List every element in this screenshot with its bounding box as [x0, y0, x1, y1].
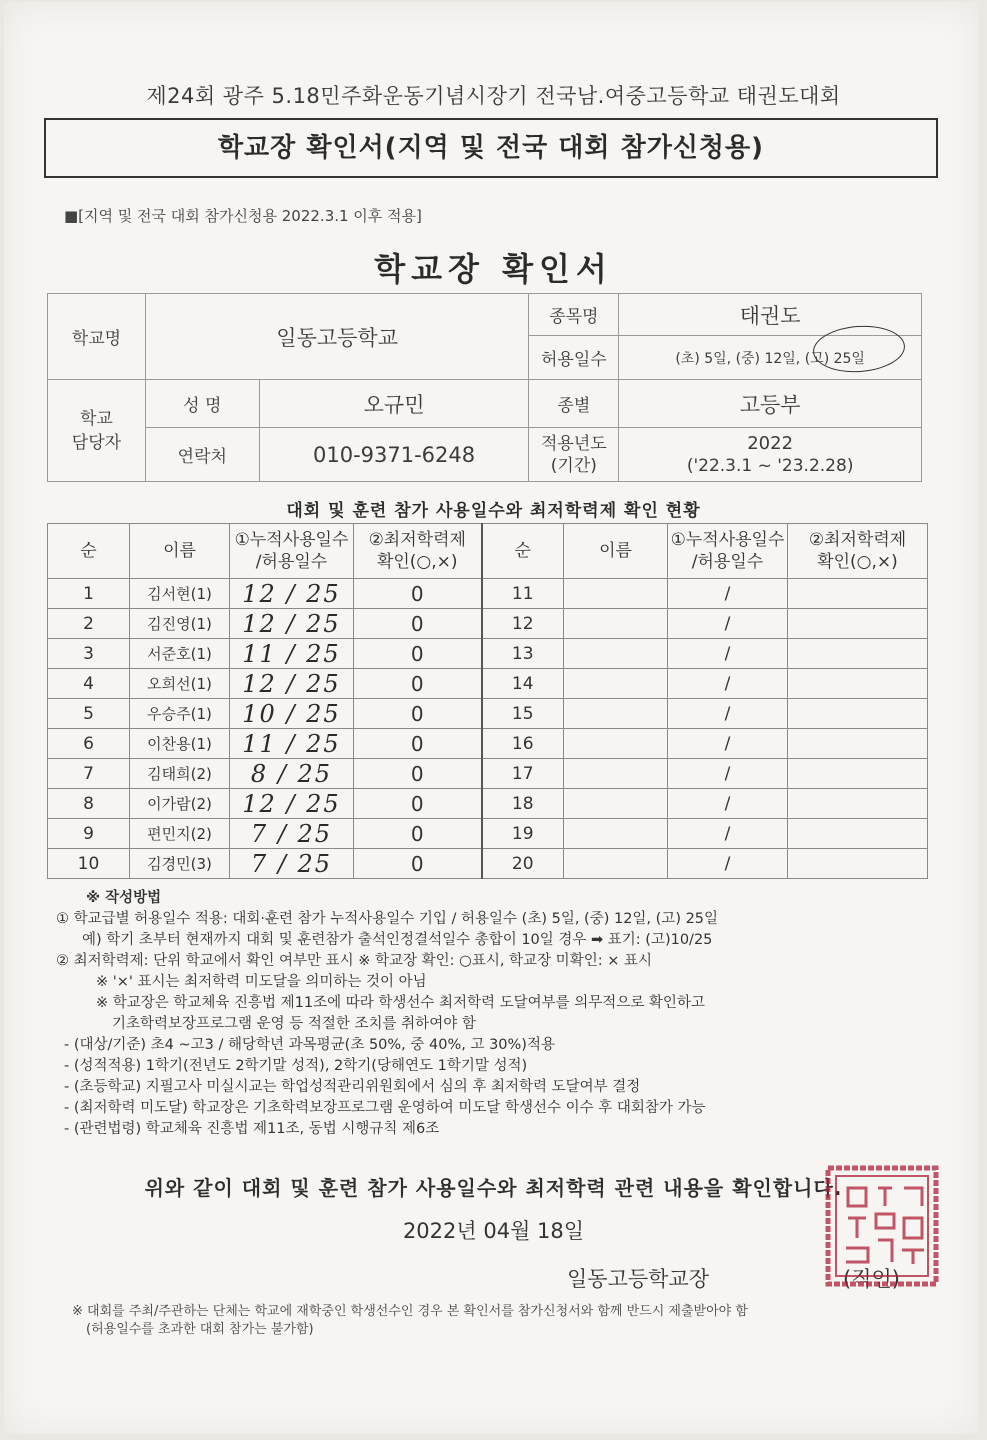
table-row — [48, 849, 928, 879]
used-days-right: / — [668, 639, 788, 669]
division-value: 고등부 — [619, 380, 922, 428]
event-value: 태권도 — [619, 294, 922, 336]
instruction-line: ① 학교급별 허용일수 적용: 대회·훈련 참가 누적사용일수 기입 / 허용일수 (초) 5일, (중) 12일, (고) 25일 — [56, 911, 719, 927]
col-days-header-right: ①누적사용일수 /허용일수 — [668, 524, 788, 579]
min-academic-check: 0 — [354, 639, 482, 669]
row-no-right: 18 — [482, 789, 564, 819]
year-cell — [619, 428, 922, 482]
min-academic-check-right — [788, 639, 928, 669]
student-name: 이가람(2) — [130, 789, 230, 819]
instruction-line: 기초학력보장프로그램 운영 등 적절한 조치를 취하여야 함 — [112, 1016, 476, 1032]
used-days-right: / — [668, 729, 788, 759]
student-name: 김경민(3) — [130, 849, 230, 879]
row-no-right: 11 — [482, 579, 564, 609]
table-row — [48, 609, 928, 639]
row-no-right: 20 — [482, 849, 564, 879]
student-name: 오희선(1) — [130, 669, 230, 699]
school-info-table — [47, 293, 922, 482]
used-days-right: / — [668, 789, 788, 819]
row-no-right: 17 — [482, 759, 564, 789]
allowed-days-value: (초) 5일, (중) 12일, (고) 25일 — [619, 336, 922, 380]
used-days: 12 / 25 — [230, 669, 354, 699]
principal-name: 일동고등학교장 — [567, 1267, 710, 1291]
applicability-note: ■[지역 및 전국 대회 참가신청용 2022.3.1 이후 적용] — [64, 207, 422, 225]
official-seal-icon — [822, 1162, 942, 1290]
instruction-line: - (대상/기준) 초4 ~고3 / 해당학년 과목평균(초 50%, 중 40%, 고 30%)적용 — [64, 1037, 555, 1053]
instruction-line: ② 최저학력제: 단위 학교에서 확인 여부만 표시 ※ 학교장 확인: ○표시, 학교장 미확인: × 표시 — [56, 953, 652, 969]
used-days: 7 / 25 — [230, 819, 354, 849]
min-academic-check-right — [788, 819, 928, 849]
min-academic-check-right — [788, 579, 928, 609]
student-name-right — [564, 789, 668, 819]
student-name-right — [564, 609, 668, 639]
used-days: 10 / 25 — [230, 699, 354, 729]
used-days-right: / — [668, 669, 788, 699]
document-title: 학교장 확인서(지역 및 전국 대회 참가신청용) — [217, 133, 765, 163]
division-label: 종별 — [529, 380, 619, 428]
col-check-header: ②최저학력제 확인(○,×) — [354, 524, 482, 579]
footnote-line: (허용일수를 초과한 대회 참가는 불가함) — [86, 1322, 314, 1337]
confirmation-statement: 위와 같이 대회 및 훈련 참가 사용일수와 최저학력 관련 내용을 확인합니다. — [144, 1176, 843, 1200]
table-row — [48, 639, 928, 669]
min-academic-check-right — [788, 729, 928, 759]
row-no-right: 16 — [482, 729, 564, 759]
seal-placeholder: (직인) — [843, 1267, 900, 1291]
period-value: ('22.3.1 ~ '23.2.28) — [686, 455, 854, 476]
manager-name-label: 성 명 — [145, 380, 259, 428]
row-no: 6 — [48, 729, 130, 759]
min-academic-check: 0 — [354, 609, 482, 639]
row-no: 7 — [48, 759, 130, 789]
issue-date: 2022년 04월 18일 — [402, 1219, 585, 1243]
student-name-right — [564, 819, 668, 849]
used-days: 12 / 25 — [230, 579, 354, 609]
row-no-right: 14 — [482, 669, 564, 699]
school-name-label: 학교명 — [48, 294, 146, 380]
col-name-header: 이름 — [130, 524, 230, 579]
manager-label: 학교 담당자 — [48, 380, 146, 482]
used-days: 11 / 25 — [230, 639, 354, 669]
col-no-header-right: 순 — [482, 524, 564, 579]
row-no: 3 — [48, 639, 130, 669]
competition-title: 제24회 광주 5.18민주화운동기념시장기 전국남.여중고등학교 태권도대회 — [146, 84, 841, 108]
table-row — [48, 699, 928, 729]
contact-label: 연락처 — [145, 428, 259, 482]
used-days: 7 / 25 — [230, 849, 354, 879]
instruction-line: ※ 학교장은 학교체육 진흥법 제11조에 따라 학생선수 최저학력 도달여부를 의무적으로 확인하고 — [96, 995, 705, 1011]
min-academic-check: 0 — [354, 789, 482, 819]
row-no: 2 — [48, 609, 130, 639]
min-academic-check-right — [788, 759, 928, 789]
min-academic-check: 0 — [354, 759, 482, 789]
min-academic-check-right — [788, 849, 928, 879]
table-row — [48, 669, 928, 699]
min-academic-check: 0 — [354, 579, 482, 609]
used-days-right: / — [668, 819, 788, 849]
used-days-right: / — [668, 609, 788, 639]
min-academic-check-right — [788, 609, 928, 639]
table-row — [48, 729, 928, 759]
instruction-line: ※ '×' 표시는 최저학력 미도달을 의미하는 것이 아님 — [96, 974, 427, 990]
used-days-right: / — [668, 699, 788, 729]
used-days: 12 / 25 — [230, 609, 354, 639]
row-no-right: 13 — [482, 639, 564, 669]
instruction-line: - (성적적용) 1학기(전년도 2학기말 성적), 2학기(당해연도 1학기말 성적) — [64, 1058, 528, 1074]
student-name: 서준호(1) — [130, 639, 230, 669]
event-label: 종목명 — [529, 294, 619, 336]
instruction-line: - (관련법령) 학교체육 진흥법 제11조, 동법 시행규칙 제6조 — [64, 1121, 440, 1137]
student-name: 이찬용(1) — [130, 729, 230, 759]
student-name-right — [564, 639, 668, 669]
row-no-right: 19 — [482, 819, 564, 849]
student-name-right — [564, 669, 668, 699]
min-academic-check-right — [788, 669, 928, 699]
row-no: 8 — [48, 789, 130, 819]
used-days: 11 / 25 — [230, 729, 354, 759]
instruction-line: 예) 학기 초부터 현재까지 대회 및 훈련참가 출석인정결석일수 총합이 10일 경우 ➡ 표기: (고)10/25 — [82, 932, 713, 948]
contact-value: 010-9371-6248 — [259, 428, 529, 482]
year-value: 2022 — [747, 432, 794, 454]
col-days-header: ①누적사용일수 /허용일수 — [230, 524, 354, 579]
row-no: 10 — [48, 849, 130, 879]
instruction-line: - (최저학력 미도달) 학교장은 기초학력보장프로그램 운영하여 미도달 학생선수 이수 후 대회참가 가능 — [64, 1100, 706, 1116]
student-name-right — [564, 759, 668, 789]
student-name-right — [564, 849, 668, 879]
student-table — [47, 523, 928, 879]
row-no-right: 15 — [482, 699, 564, 729]
student-name: 김서현(1) — [130, 579, 230, 609]
table-row — [48, 789, 928, 819]
used-days: 8 / 25 — [230, 759, 354, 789]
min-academic-check: 0 — [354, 819, 482, 849]
student-name-right — [564, 699, 668, 729]
student-name-right — [564, 579, 668, 609]
year-label: 적용년도 (기간) — [529, 428, 619, 482]
main-title: 학교장 확인서 — [374, 250, 613, 288]
min-academic-check-right — [788, 789, 928, 819]
section-title: 대회 및 훈련 참가 사용일수와 최저학력제 확인 현황 — [286, 501, 701, 521]
min-academic-check: 0 — [354, 729, 482, 759]
row-no: 5 — [48, 699, 130, 729]
min-academic-check: 0 — [354, 849, 482, 879]
student-name: 편민지(2) — [130, 819, 230, 849]
row-no: 4 — [48, 669, 130, 699]
row-no: 1 — [48, 579, 130, 609]
school-name-value: 일동고등학교 — [145, 294, 529, 380]
used-days: 12 / 25 — [230, 789, 354, 819]
document-title-box — [44, 118, 938, 178]
col-no-header: 순 — [48, 524, 130, 579]
table-row — [48, 819, 928, 849]
manager-name-value: 오규민 — [259, 380, 529, 428]
student-name: 김태희(2) — [130, 759, 230, 789]
table-row — [48, 579, 928, 609]
used-days-right: / — [668, 849, 788, 879]
student-name: 우승주(1) — [130, 699, 230, 729]
allowed-days-label: 허용일수 — [529, 336, 619, 380]
min-academic-check: 0 — [354, 699, 482, 729]
min-academic-check: 0 — [354, 669, 482, 699]
row-no-right: 12 — [482, 609, 564, 639]
student-name-right — [564, 729, 668, 759]
student-name: 김진영(1) — [130, 609, 230, 639]
min-academic-check-right — [788, 699, 928, 729]
col-check-header-right: ②최저학력제 확인(○,×) — [788, 524, 928, 579]
footnote-line: ※ 대회를 주최/주관하는 단체는 학교에 재학중인 학생선수인 경우 본 확인서를 참가신청서와 함께 반드시 제출받아야 함 — [72, 1304, 748, 1319]
footnotes — [72, 1303, 952, 1339]
used-days-right: / — [668, 759, 788, 789]
table-row — [48, 759, 928, 789]
instruction-line: - (초등학교) 지필고사 미실시교는 학업성적관리위원회에서 심의 후 최저학력 도달여부 결정 — [64, 1079, 641, 1095]
row-no: 9 — [48, 819, 130, 849]
col-name-header-right: 이름 — [564, 524, 668, 579]
instruction-line: ※ 작성방법 — [86, 890, 162, 906]
instructions — [56, 888, 936, 1140]
used-days-right: / — [668, 579, 788, 609]
